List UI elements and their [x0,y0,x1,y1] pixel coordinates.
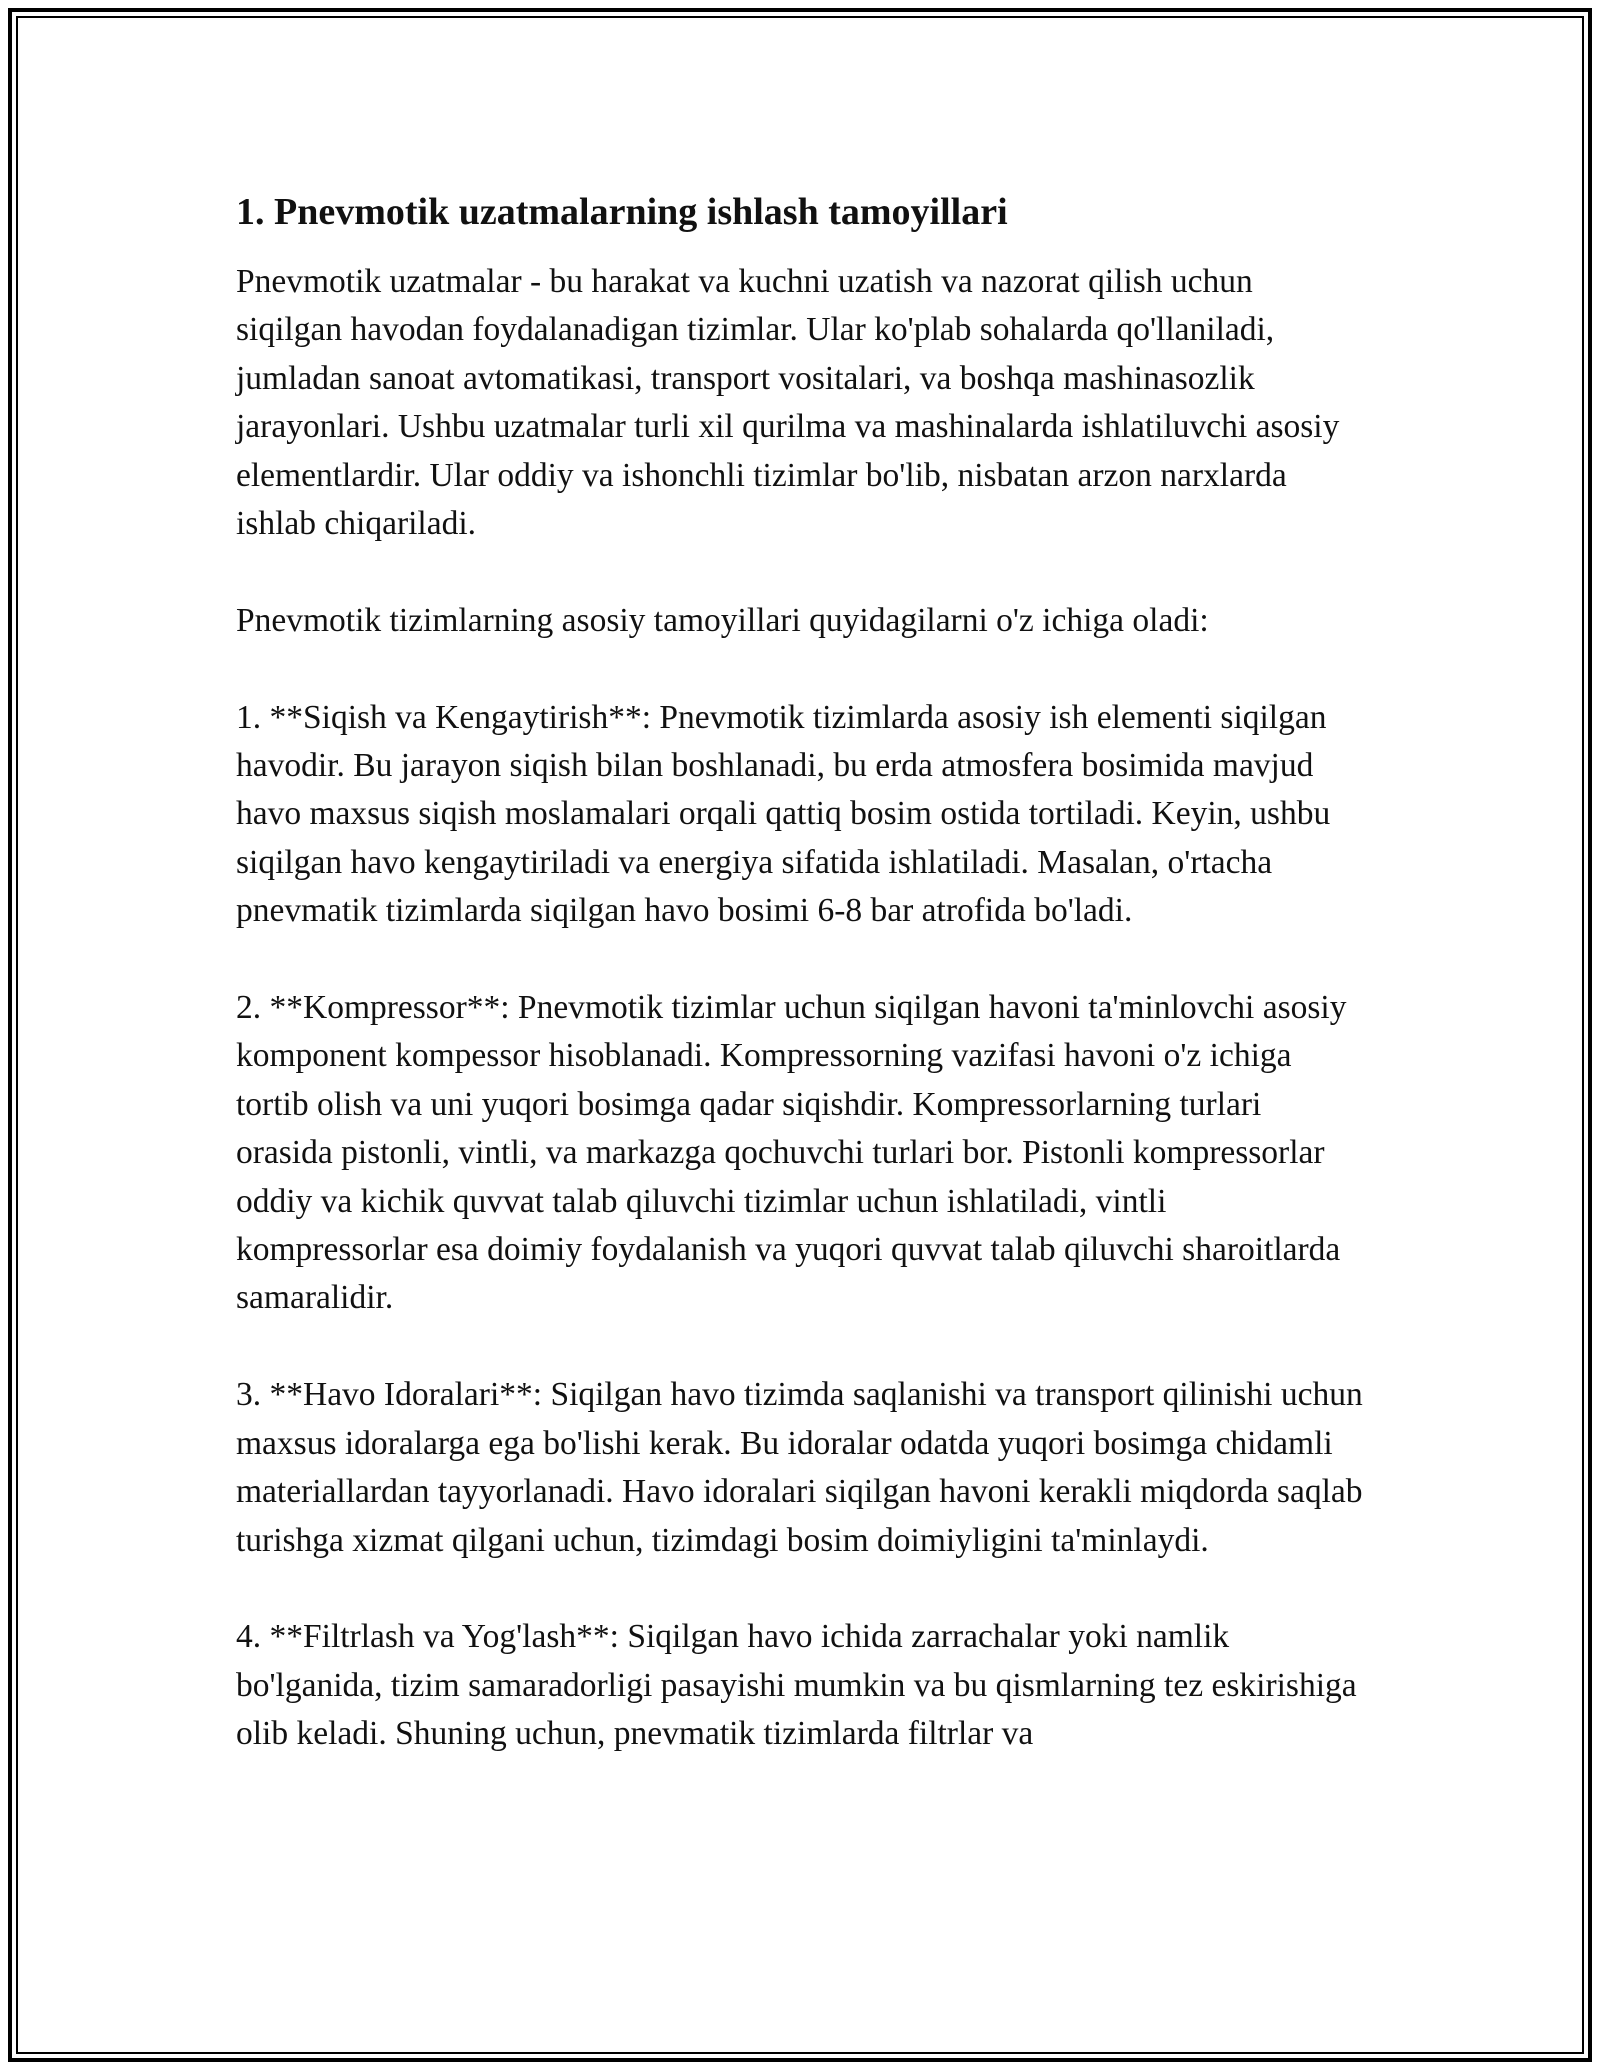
list-item-filtering: 4. **Filtrlash va Yog'lash**: Siqilgan havo ichida zarrachalar yoki namlik bo'lganida, tizim samaradorligi pasayishi mumkin va bu qismlarning tez eskirishiga olib keladi. Shuning uchun, pnevmatik tizimlarda filtrlar va [236,1618,1357,1753]
paragraph-intro: Pnevmotik uzatmalar - bu harakat va kuchni uzatish va nazorat qilish uchun siqilgan havodan foydalanadigan tizimlar. Ular ko'plab sohalarda qo'llaniladi, jumladan sanoat avtomatikasi, transport vositalari, va boshqa mashinasozlik jarayonlari. Ushbu uzatmalar turli xil qurilma va mashinalarda ishlatiluvchi asosiy elementlardir. Ular oddiy va ishonchli tizimlar bo'lib, nisbatan arzon narxlarda ishlab chiqariladi. [236,263,1340,543]
section-heading: 1. Pnevmotik uzatmalarning ishlash tamoyillari [236,191,1008,233]
list-item-compressor: 2. **Kompressor**: Pnevmotik tizimlar uchun siqilgan havoni ta'minlovchi asosiy komponent kompessor hisoblanadi. Kompressorning vazifasi havoni o'z ichiga tortib olish va uni yuqori bosimga qadar siqishdir. Kompressorlarning turlari orasida pistonli, vintli, va markazga qochuvchi turlari bor. Pistonli kompressorlar oddiy va kichik quvvat talab qiluvchi tizimlar uchun ishlatiladi, vintli kompressorlar esa doimiy foydalanish va yuqori quvvat talab qiluvchi sharoitlarda samaralidir. [236,989,1347,1317]
document-body [236,186,1366,1807]
list-item-compression: 1. **Siqish va Kengaytirish**: Pnevmotik tizimlarda asosiy ish elementi siqilgan havodir. Bu jarayon siqish bilan boshlanadi, bu erda atmosfera bosimida mavjud havo maxsus siqish moslamalari orqali qattiq bosim ostida tortiladi. Keyin, ushbu siqilgan havo kengaytiriladi va energiya sifatida ishlatiladi. Masalan, o'rtacha pnevmatik tizimlarda siqilgan havo bosimi 6-8 bar atrofida bo'ladi. [236,698,1331,930]
list-item-air-storage: 3. **Havo Idoralari**: Siqilgan havo tizimda saqlanishi va transport qilinishi uchun maxsus idoralarga ega bo'lishi kerak. Bu idoralar odatda yuqori bosimga chidamli materiallardan tayyorlanadi. Havo idoralari siqilgan havoni kerakli miqdorda saqlab turishga xizmat qilgani uchun, tizimdagi bosim doimiyligini ta'minlaydi. [236,1376,1363,1559]
paragraph-principles-lead: Pnevmotik tizimlarning asosiy tamoyillari quyidagilarni o'z ichiga oladi: [236,601,1209,639]
